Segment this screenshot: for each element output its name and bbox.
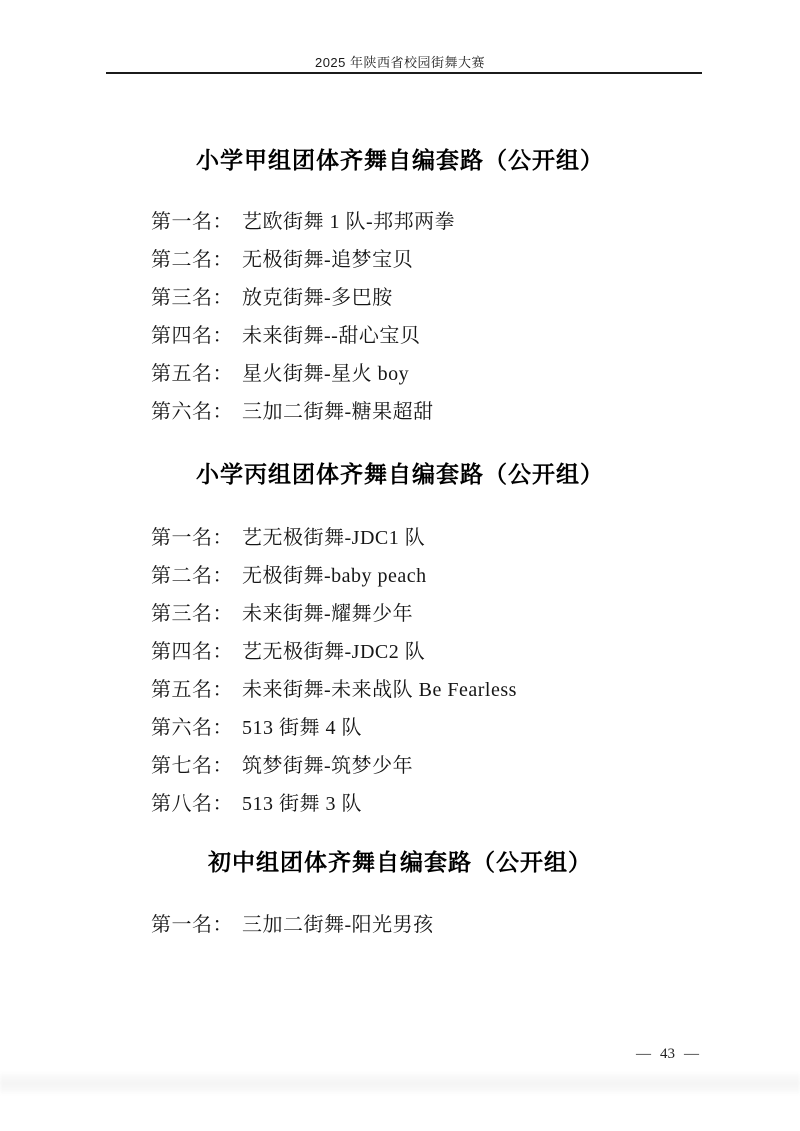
rank-label: 第八名： (151, 793, 233, 815)
ranking-row (151, 526, 425, 550)
ranking-row (151, 564, 427, 588)
rank-label: 第六名： (151, 717, 233, 739)
team-name: 艺无极街舞-JDC1 队 (242, 527, 426, 549)
rank-label: 第一名： (151, 527, 233, 549)
section-title-primary-group-c: 小学丙组团体齐舞自编套路（公开组） (196, 461, 604, 487)
rank-label: 第三名： (151, 287, 233, 309)
page-bottom-shade (0, 1072, 800, 1094)
team-name: 无极街舞-追梦宝贝 (242, 249, 414, 271)
team-name: 艺无极街舞-JDC2 队 (242, 641, 426, 663)
rank-label: 第五名： (151, 679, 233, 701)
team-name: 艺欧街舞 1 队-邦邦两拳 (242, 211, 456, 233)
rank-label: 第四名： (151, 641, 233, 663)
rank-label: 第一名： (151, 914, 233, 936)
rank-label: 第四名： (151, 325, 233, 347)
page-number-dash-right: — (684, 1046, 699, 1062)
rank-label: 第二名： (151, 565, 233, 587)
team-name: 513 街舞 4 队 (242, 717, 362, 739)
team-name: 无极街舞-baby peach (242, 565, 427, 587)
team-name: 未来街舞-耀舞少年 (242, 603, 414, 625)
ranking-row (151, 792, 362, 816)
team-name: 513 街舞 3 队 (242, 793, 362, 815)
header-divider (106, 72, 702, 74)
section-title-junior-high: 初中组团体齐舞自编套路（公开组） (208, 849, 592, 875)
section-title-primary-group-a: 小学甲组团体齐舞自编套路（公开组） (196, 147, 604, 173)
page-number (620, 1046, 715, 1063)
rank-label: 第七名： (151, 755, 233, 777)
team-name: 筑梦街舞-筑梦少年 (242, 755, 414, 777)
page-number-dash-left: — (636, 1046, 651, 1062)
ranking-row (151, 913, 434, 937)
rank-label: 第五名： (151, 363, 233, 385)
ranking-row (151, 640, 425, 664)
ranking-row (151, 754, 413, 778)
rank-label: 第一名： (151, 211, 233, 233)
ranking-row (151, 248, 413, 272)
ranking-row (151, 716, 362, 740)
ranking-row (151, 678, 517, 702)
ranking-row (151, 400, 434, 424)
team-name: 放克街舞-多巴胺 (242, 287, 393, 309)
team-name: 三加二街舞-阳光男孩 (242, 914, 434, 936)
page-header-title: 2025 年陕西省校园街舞大赛 (314, 55, 486, 70)
team-name: 未来街舞--甜心宝贝 (242, 325, 421, 347)
rank-label: 第三名： (151, 603, 233, 625)
ranking-row (151, 286, 393, 310)
rank-label: 第六名： (151, 401, 233, 423)
ranking-row (151, 324, 420, 348)
team-name: 星火街舞-星火 boy (242, 363, 410, 385)
ranking-row (151, 602, 413, 626)
ranking-row (151, 210, 455, 234)
rank-label: 第二名： (151, 249, 233, 271)
team-name: 未来街舞-未来战队 Be Fearless (242, 679, 517, 701)
ranking-row (151, 362, 409, 386)
team-name: 三加二街舞-糖果超甜 (242, 401, 434, 423)
page-number-value: 43 (660, 1046, 675, 1062)
